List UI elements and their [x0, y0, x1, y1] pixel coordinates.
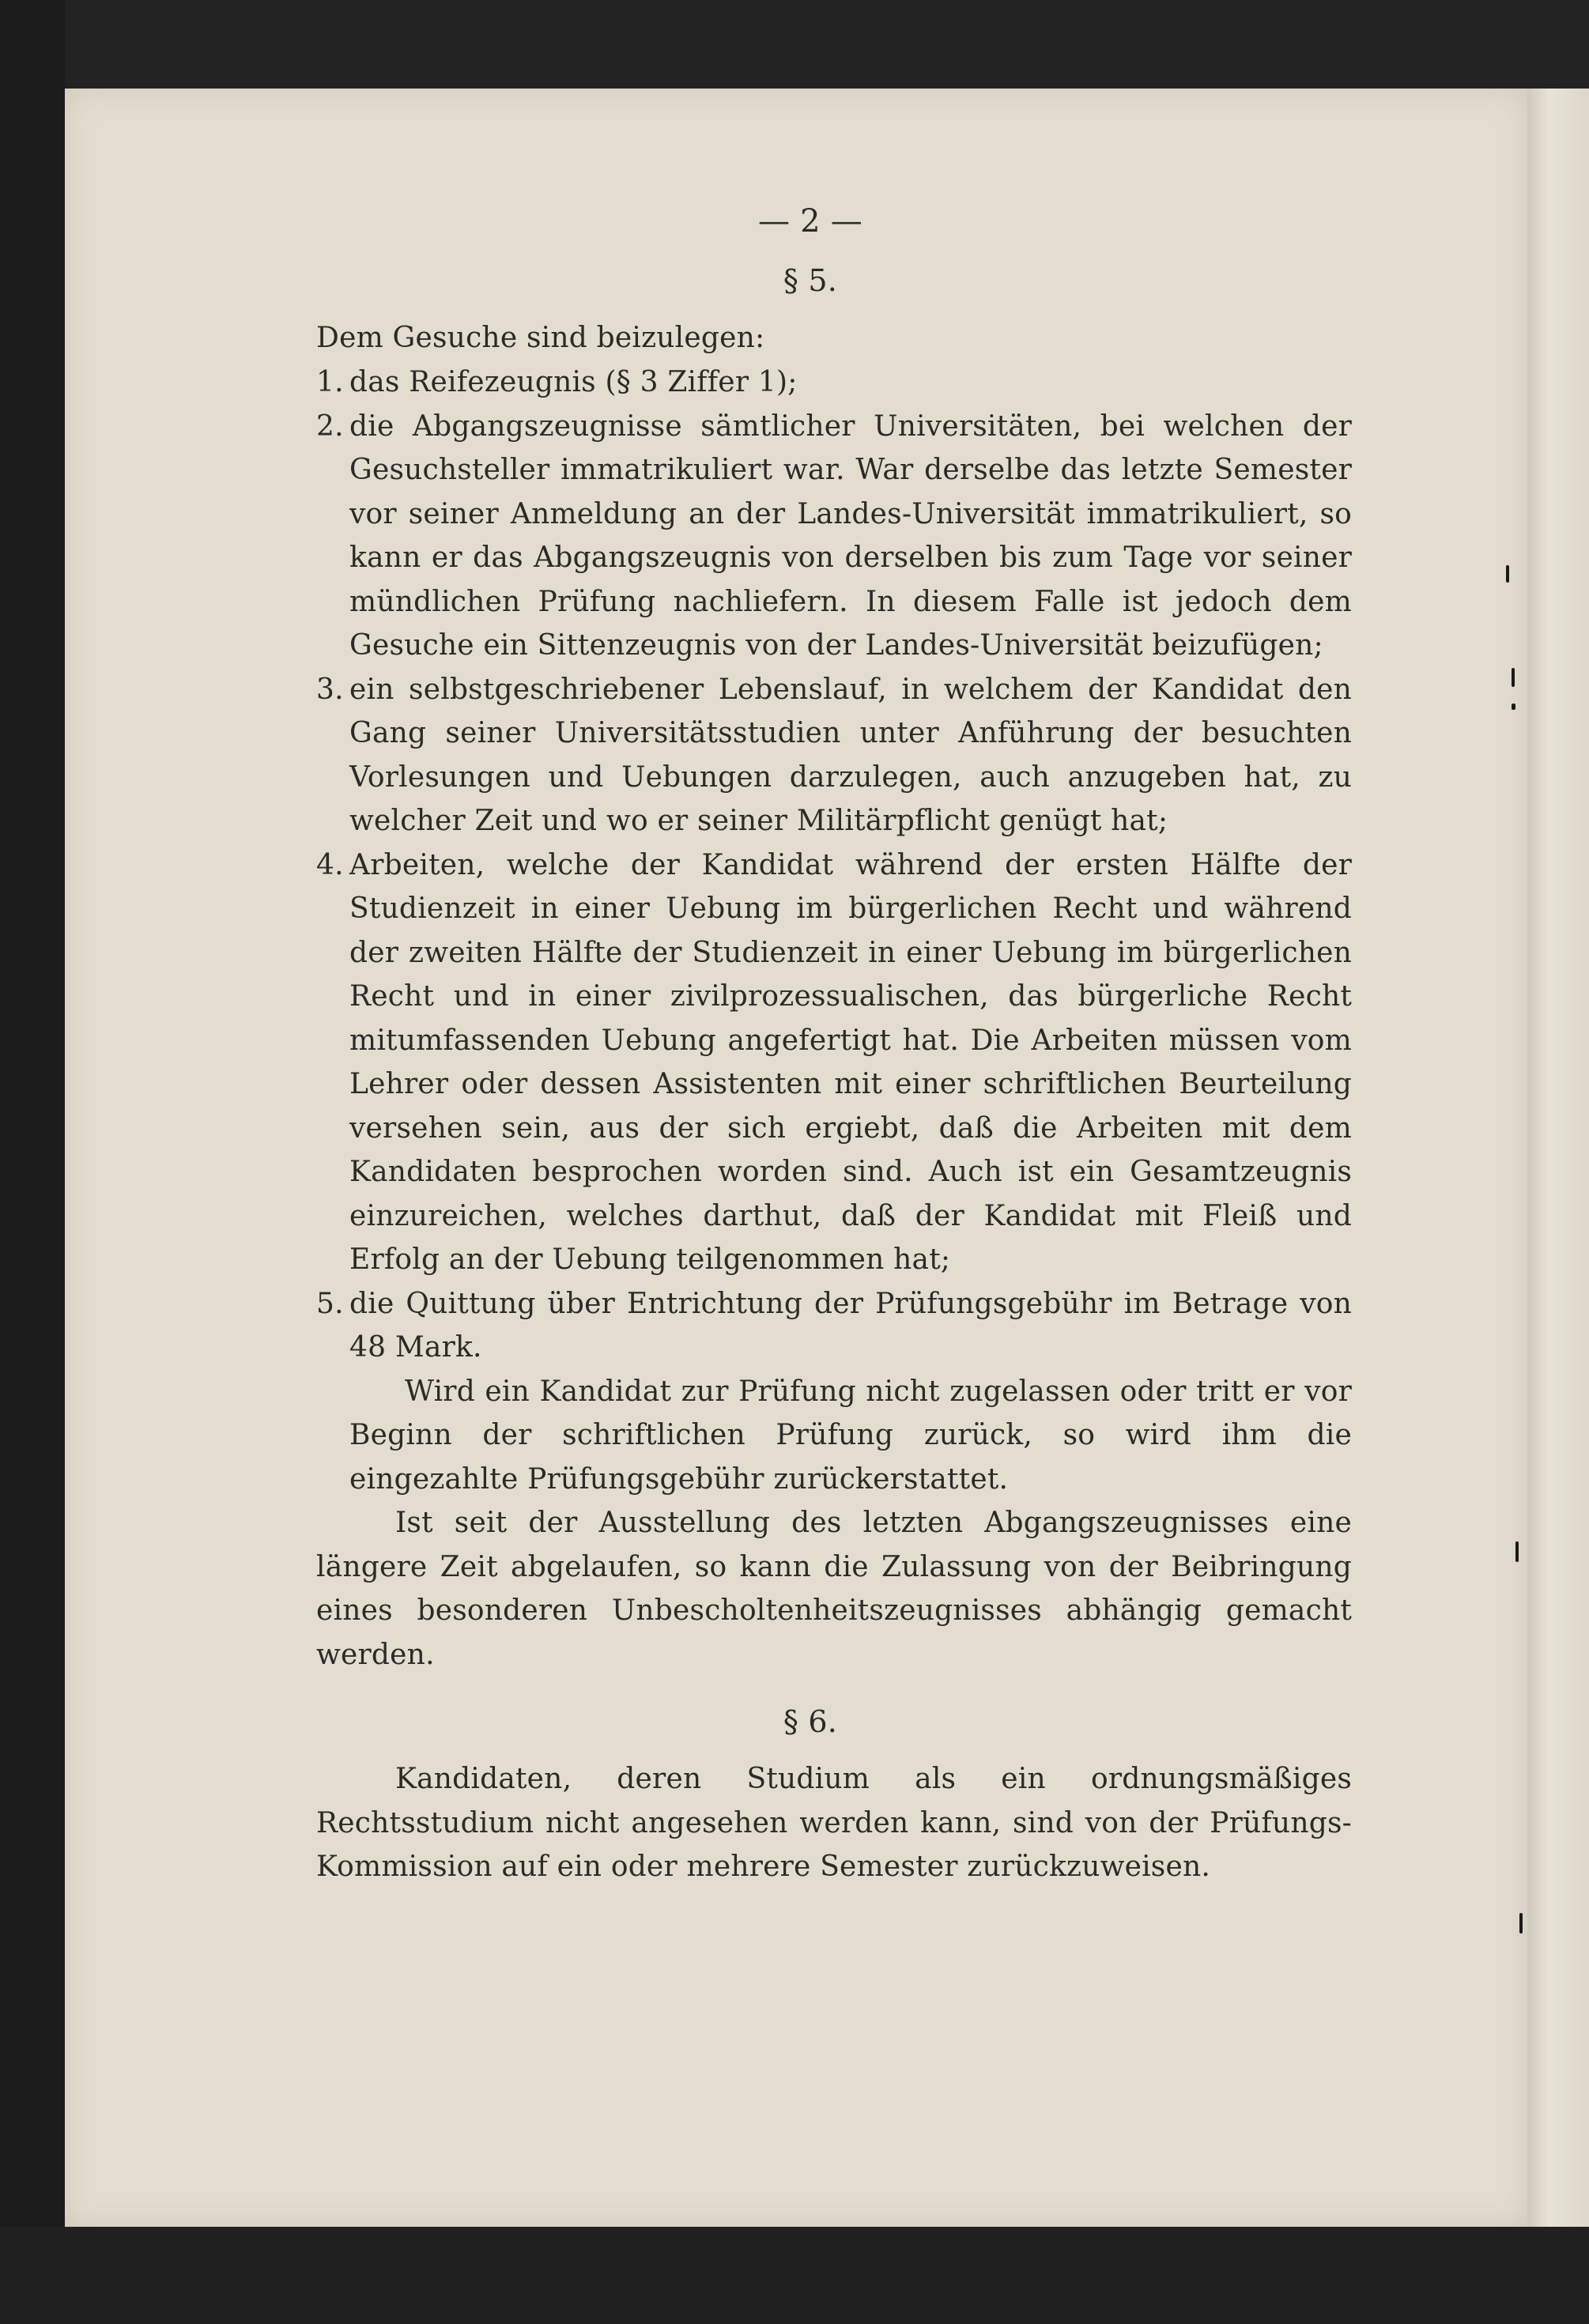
list-item-number: 1.: [316, 366, 344, 398]
section-gap: [316, 1677, 1352, 1686]
list-item-text: die Quittung über Entrichtung der Prüfungsgebühr im Betrage von 48 Mark.: [349, 1287, 1352, 1364]
list-item-text: Arbeiten, welche der Kandidat während der ersten Hälfte der Studienzeit in einer Uebung im bürgerlichen Recht und während der zweiten Hälfte der Studienzeit in einer Uebung im bürgerlichen Recht und in einer zivilprozessualischen, das bürgerliche Recht mitumfassenden Uebung angefertigt hat. Die Arbeiten müssen vom Lehrer oder dessen Assistenten mit einer schriftlichen Beurteilung versehen sein, aus der sich ergiebt, daß die Arbeiten mit dem Kandidaten besprochen worden sind. Auch ist ein Gesamtzeugnis einzureichen, welches darthut, daß der Kandidat mit Fleiß und Erfolg an der Uebung teilgenommen hat;: [349, 848, 1352, 1276]
closing-paragraph: Ist seit der Ausstellung des letzten Abgangszeugnisses eine längere Zeit abgelaufen, so kann die Zulassung von der Beibringung eines besonderen Unbescholtenheitszeugnisses abhängig gemacht werden.: [316, 1507, 1352, 1671]
scan-speck: [1512, 704, 1515, 710]
list-item-number: 3.: [316, 673, 344, 706]
refund-paragraph: Wird ein Kandidat zur Prüfung nicht zugelassen oder tritt er vor Beginn der schriftlichen Prüfung zurück, so wird ihm die eingezahlte Prüfungsgebühr zurückerstattet.: [349, 1375, 1352, 1496]
list-item-number: 5.: [316, 1287, 344, 1320]
scan-background-left: [0, 0, 65, 2324]
section-6-paragraph: Kandidaten, deren Studium als ein ordnungsmäßiges Rechtsstudium nicht angesehen werden kann, sind von der Prüfungs-Kommission auf ein oder mehrere Semester zurückzuweisen.: [316, 1763, 1352, 1883]
document-text: [316, 198, 1352, 1889]
scan-speck: [1512, 668, 1515, 687]
section-5-intro: Dem Gesuche sind beizulegen:: [316, 322, 765, 354]
scan-speck: [1515, 1541, 1519, 1562]
page-number: — 2 —: [758, 203, 862, 240]
next-page-edge: [1527, 89, 1589, 2227]
list-item-text: das Reifezeugnis (§ 3 Ziffer 1);: [349, 366, 798, 398]
list-item-text: die Abgangszeugnisse sämtlicher Universitäten, bei welchen der Gesuchsteller immatrikuliert war. War derselbe das letzte Semester vor seiner Anmeldung an der Landes-Universität immatrikuliert, so kann er das Abgangszeugnis von derselben bis zum Tage vor seiner mündlichen Prüfung nachliefern. In diesem Falle ist jedoch dem Gesuche ein Sittenzeugnis von der Landes-Universität beizufügen;: [349, 409, 1352, 662]
attachment-list: [316, 360, 1352, 1370]
section-5-heading: § 5.: [783, 263, 838, 298]
list-item-text: ein selbstgeschriebener Lebenslauf, in welchem der Kandidat den Gang seiner Universitätsstudien unter Anführung der besuchten Vorlesungen und Uebungen darzulegen, auch anzugeben hat, zu welcher Zeit und wo er seiner Militärpflicht genügt hat;: [349, 673, 1352, 837]
section-6-heading: § 6.: [783, 1704, 838, 1739]
list-item: [316, 843, 1352, 1282]
scan-speck: [1519, 1913, 1523, 1934]
list-item: [316, 668, 1352, 843]
list-item: [316, 405, 1352, 668]
scan-speck: [1506, 565, 1509, 583]
list-item-number: 4.: [316, 848, 344, 881]
scan-background-bottom: [0, 2227, 1589, 2324]
list-item-number: 2.: [316, 409, 344, 443]
list-item: [316, 360, 1352, 405]
list-item: [316, 1282, 1352, 1370]
